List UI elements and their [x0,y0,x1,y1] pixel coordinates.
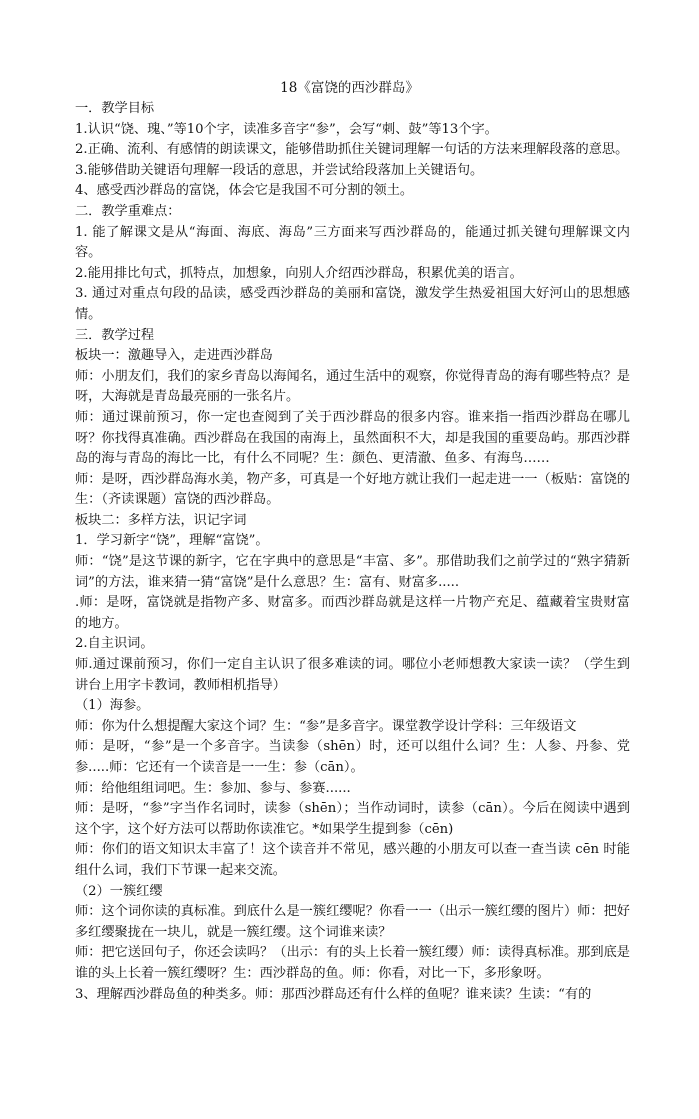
step-heading: 2.自主识词。 [75,636,154,652]
dialogue-paragraph: 师：给他组组词吧。生：参加、参与、参赛...... [75,780,351,796]
heading-process: 三．教学过程 [75,327,155,343]
document-title: 18《富饶的西沙群岛》 [280,80,419,96]
objective-1: 1.认识“饶、瑰、”等10个字，读准多音字“参”，会写“刺、鼓”等13个字。 [75,121,498,137]
dialogue-paragraph: 师：你为什么想提醒大家这个词？生：“参”是多音字。课堂教学设计学科：三年级语文 [75,718,577,734]
dialogue-paragraph: 师.通过课前预习，你们一定自主认识了很多难读的词。哪位小老师想教大家读一读？（学生到讲台上用字卡教词，教师相机指导） [75,657,630,693]
section-1-heading: 板块一：激趣导入，走进西沙群岛 [75,348,273,364]
sub-step-heading: （2）一簇红缨 [75,883,163,899]
dialogue-paragraph: 师：是呀，西沙群岛海水美，物产多，可真是一个好地方就让我们一起走进一一（板贴：富饶的生：（齐读课题）富饶的西沙群岛。 [75,471,630,508]
document-body [75,99,630,1005]
objective-4: 4、感受西沙群岛的富饶，体会它是我国不可分割的领土。 [75,183,414,199]
dialogue-paragraph: 师：是呀，“参”是一个多音字。当读参（shēn）时，还可以组什么词？生：人参、丹参、党参.....师：它还有一个读音是一一生：参（cān）。 [75,739,630,775]
dialogue-paragraph: 师：通过课前预习，你一定也查阅到了关于西沙群岛的很多内容。谁来指一指西沙群岛在哪儿呀？你找得真准确。西沙群岛在我国的南海上，虽然面积不大，却是我国的重要岛屿。那西沙群岛的海与青岛的海比一比，有什么不同呢？生：颜色、更清澈、鱼多、有海鸟…… [75,409,630,467]
heading-key-points: 二．教学重难点： [75,203,181,219]
heading-objectives: 一．教学目标 [75,101,155,116]
dialogue-paragraph: 师：把它送回句子，你还会读吗？（出示：有的头上长着一簇红缨）师：读得真标准。那到底是谁的头上长着一簇红缨呀？生：西沙群岛的鱼。师：你看，对比一下，多形象呀。 [75,945,630,981]
key-point-1: 1. 能了解课文是从“海面、海底、海岛”三方面来写西沙群岛的，能通过抓关键句理解课文内容。 [75,224,630,261]
dialogue-paragraph: .师：是呀，富饶就是指物产多、财富多。而西沙群岛就是这样一片物产充足、蕴藏着宝贵财富的地方。 [75,595,630,631]
objective-3: 3.能够借助关键语句理解一段话的意思，并尝试给段落加上关键语句。 [75,162,484,178]
dialogue-paragraph: 师：小朋友们，我们的家乡青岛以海闻名，通过生活中的观察，你觉得青岛的海有哪些特点？是呀，大海就是青岛最亮丽的一张名片。 [75,368,630,405]
objective-2: 2.正确、流利、有感情的朗读课文，能够借助抓住关键词理解一句话的方法来理解段落的意思。 [75,142,629,158]
step-heading: 1．学习新字“饶”，理解“富饶”。 [75,533,269,549]
key-point-2: 2.能用排比句式，抓特点，加想象，向别人介绍西沙群岛，积累优美的语言。 [75,265,523,281]
step-heading: 3、理解西沙群岛鱼的种类多。师：那西沙群岛还有什么样的鱼呢？谁来读？生读：“有的 [75,986,592,1002]
dialogue-paragraph: 师：你们的语文知识太丰富了！这个读音并不常见，感兴趣的小朋友可以查一查当读 cēn 时能组什么词，我们下节课一起来交流。 [75,842,630,878]
dialogue-paragraph: 师：“饶”是这节课的新字，它在字典中的意思是“丰富、多”。那借助我们之前学过的“熟字猜新词”的方法，谁来猜一猜“富饶”是什么意思？生：富有、财富多..... [75,554,630,590]
dialogue-paragraph: 师：是呀，“参”字当作名词时，读参（shēn）；当作动词时，读参（cān）。今后在阅读中遇到这个字，这个好方法可以帮助你读准它。*如果学生提到参（cēn) [75,801,630,837]
section-2-heading: 板块二：多样方法，识记字词 [75,512,247,528]
sub-step-heading: （1）海参。 [75,698,150,714]
dialogue-paragraph: 师：这个词你读的真标准。到底什么是一簇红缨呢？你看一一（出示一簇红缨的图片）师：把好多红缨聚拢在一块儿，就是一簇红缨。这个词谁来读？ [75,904,630,940]
key-point-3: 3. 通过对重点句段的品读，感受西沙群岛的美丽和富饶，激发学生热爱祖国大好河山的思想感情。 [75,286,630,322]
